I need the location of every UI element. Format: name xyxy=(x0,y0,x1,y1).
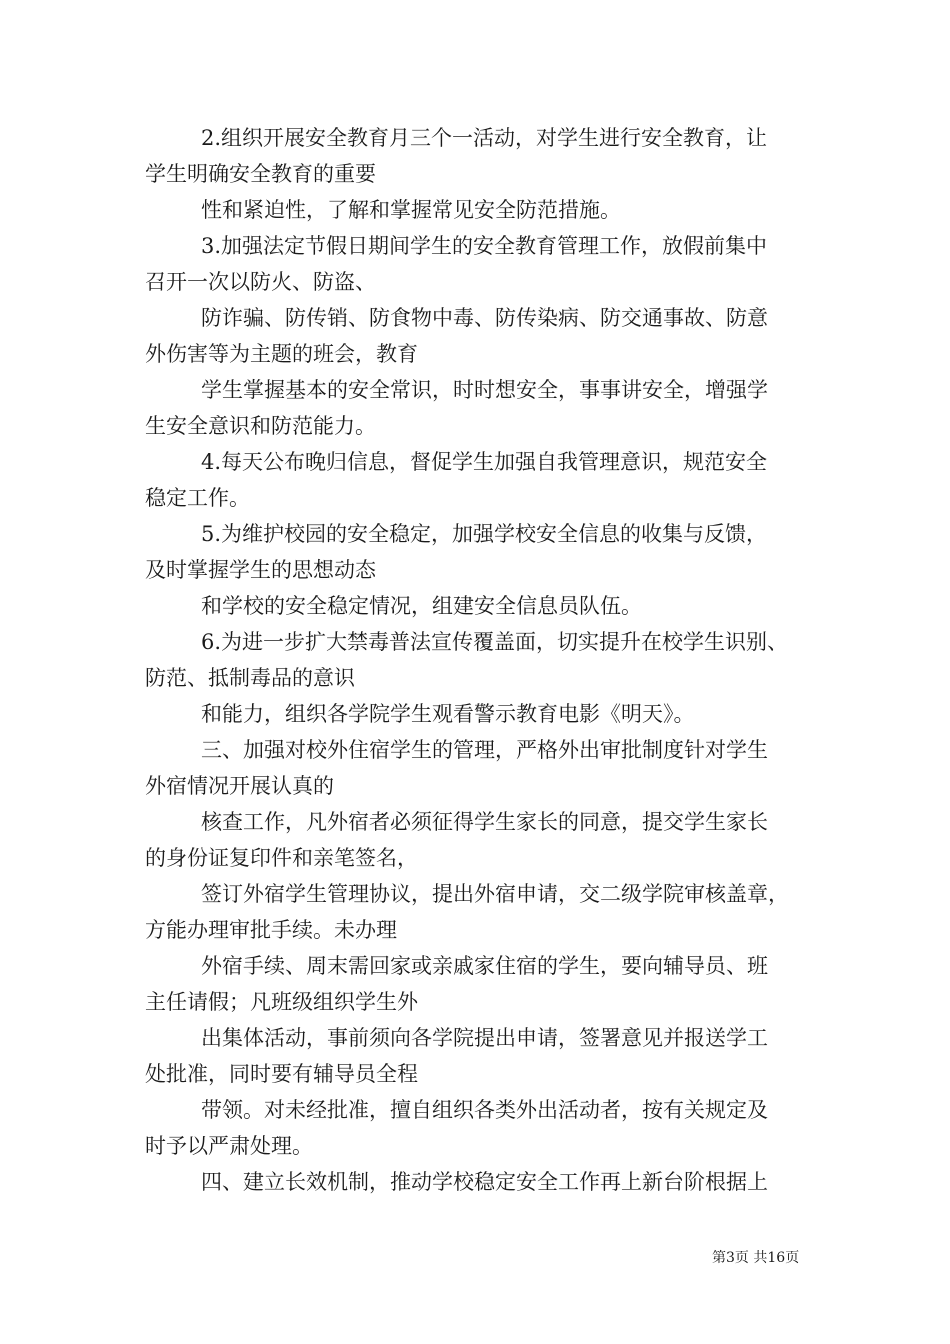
paragraph-line: 处批准，同时要有辅导员全程 xyxy=(145,1062,418,1086)
paragraph-line: 和能力，组织各学院学生观看警示教育电影《明天》。 xyxy=(201,702,695,726)
paragraph-line: 4.每天公布晚归信息，督促学生加强自我管理意识，规范安全 xyxy=(201,450,768,474)
paragraph-line: 带领。对未经批准，擅自组织各类外出活动者，按有关规定及 xyxy=(201,1098,768,1122)
paragraph-line: 外宿情况开展认真的 xyxy=(145,774,334,798)
paragraph-line: 2.组织开展安全教育月三个一活动，对学生进行安全教育，让 xyxy=(201,126,768,150)
paragraph-line: 防范、抵制毒品的意识 xyxy=(145,666,355,690)
paragraph-line: 及时掌握学生的思想动态 xyxy=(145,558,376,582)
paragraph-line: 防诈骗、防传销、防食物中毒、防传染病、防交通事故、防意 xyxy=(201,306,768,330)
paragraph xyxy=(145,588,815,624)
paragraph xyxy=(145,300,815,372)
paragraph-line: 外伤害等为主题的班会，教育 xyxy=(145,342,418,366)
paragraph xyxy=(145,732,815,804)
paragraph-line: 学生掌握基本的安全常识，时时想安全，事事讲安全，增强学 xyxy=(201,378,768,402)
paragraph xyxy=(145,120,815,192)
paragraph xyxy=(145,804,815,876)
paragraph-line: 3.加强法定节假日期间学生的安全教育管理工作，放假前集中 xyxy=(201,234,768,258)
paragraph-line: 生安全意识和防范能力。 xyxy=(145,414,376,438)
paragraph-line: 性和紧迫性，了解和掌握常见安全防范措施。 xyxy=(201,198,621,222)
paragraph xyxy=(145,1164,815,1200)
paragraph xyxy=(145,876,815,948)
paragraph xyxy=(145,372,815,444)
footer-total-pages: 16 xyxy=(767,1250,786,1266)
paragraph-line: 和学校的安全稳定情况，组建安全信息员队伍。 xyxy=(201,594,642,618)
paragraph-line: 学生明确安全教育的重要 xyxy=(145,162,376,186)
paragraph-line: 6.为进一步扩大禁毒普法宣传覆盖面，切实提升在校学生识别、 xyxy=(201,630,789,654)
footer-middle: 页 共 xyxy=(734,1250,768,1266)
paragraph-line: 出集体活动，事前须向各学院提出申请，签署意见并报送学工 xyxy=(201,1026,768,1050)
paragraph xyxy=(145,516,815,588)
document-body xyxy=(145,120,815,1200)
paragraph-line: 核查工作，凡外宿者必须征得学生家长的同意，提交学生家长 xyxy=(201,810,768,834)
footer-prefix: 第 xyxy=(712,1250,726,1266)
paragraph xyxy=(145,228,815,300)
paragraph xyxy=(145,192,815,228)
page-number xyxy=(712,1247,799,1267)
paragraph-line: 的身份证复印件和亲笔签名， xyxy=(145,846,418,870)
paragraph-line: 5.为维护校园的安全稳定，加强学校安全信息的收集与反馈， xyxy=(201,522,768,546)
paragraph xyxy=(145,444,815,516)
paragraph-line: 主任请假；凡班级组织学生外 xyxy=(145,990,418,1014)
paragraph-line: 外宿手续、周末需回家或亲戚家住宿的学生，要向辅导员、班 xyxy=(201,954,768,978)
paragraph-line: 三、加强对校外住宿学生的管理，严格外出审批制度针对学生 xyxy=(201,738,768,762)
paragraph xyxy=(145,624,815,696)
paragraph xyxy=(145,696,815,732)
footer-suffix: 页 xyxy=(785,1250,800,1266)
paragraph xyxy=(145,1020,815,1092)
paragraph-line: 时予以严肃处理。 xyxy=(145,1134,313,1158)
paragraph xyxy=(145,948,815,1020)
paragraph xyxy=(145,1092,815,1164)
footer-current-page: 3 xyxy=(726,1250,735,1266)
paragraph-line: 稳定工作。 xyxy=(145,486,250,510)
paragraph-line: 签订外宿学生管理协议，提出外宿申请，交二级学院审核盖章， xyxy=(201,882,789,906)
paragraph-line: 召开一次以防火、防盗、 xyxy=(145,270,376,294)
paragraph-line: 四、建立长效机制，推动学校稳定安全工作再上新台阶根据上 xyxy=(201,1170,768,1194)
paragraph-line: 方能办理审批手续。未办理 xyxy=(145,918,397,942)
